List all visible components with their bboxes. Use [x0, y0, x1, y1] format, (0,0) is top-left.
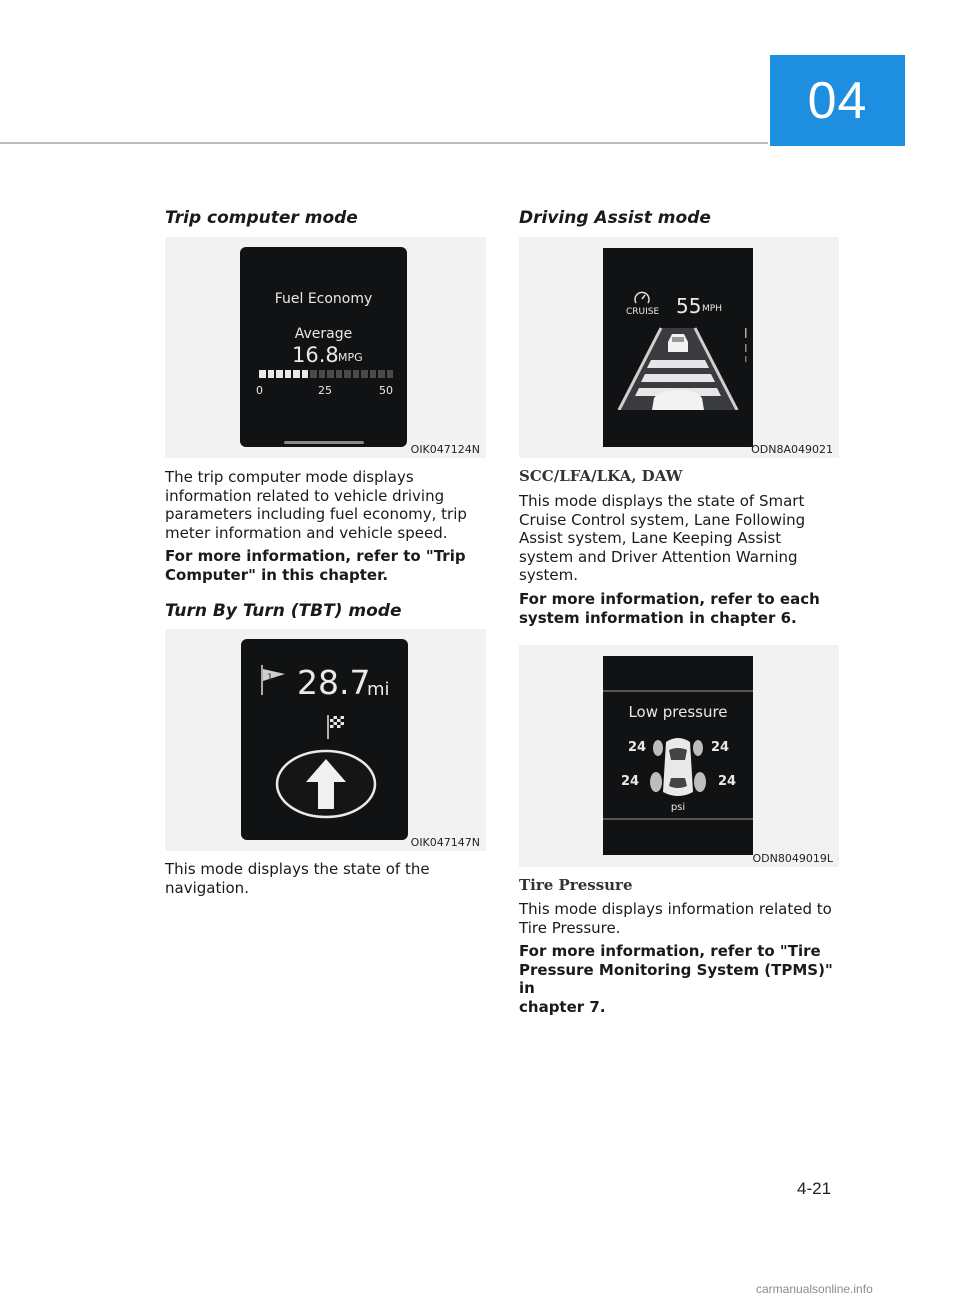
chapter-tab: 04 — [770, 55, 905, 146]
gauge-segment — [387, 370, 394, 378]
fuel-economy-screen — [240, 247, 407, 447]
gauge-segment — [378, 370, 385, 378]
gauge-segment — [310, 370, 317, 378]
tire-pressure-heading: Tire Pressure — [519, 876, 633, 894]
gauge-segment — [276, 370, 283, 378]
tire-description — [519, 900, 849, 937]
page-number: 4-21 — [797, 1179, 832, 1198]
text-line: This mode displays information related to — [519, 900, 832, 918]
average-value: 16.8 — [292, 343, 339, 367]
tbt-description — [165, 860, 495, 897]
tire-unit: psi — [670, 802, 686, 813]
fuel-economy-title: Fuel Economy — [274, 291, 373, 307]
tire-front-right: 24 — [711, 740, 730, 755]
screen-indicator — [284, 441, 364, 444]
tire-rear-left: 24 — [621, 774, 640, 789]
cruise-speed-unit: MPH — [702, 304, 722, 314]
tire-pressure-screen — [603, 656, 753, 855]
watermark: carmanualsonline.info — [756, 1282, 873, 1296]
lead-vehicle-icon — [663, 330, 693, 356]
cruise-label: CRUISE — [626, 307, 660, 317]
tire-rear-right: 24 — [718, 774, 737, 789]
text-line: information related to vehicle driving — [165, 486, 445, 505]
gauge-segment — [327, 370, 334, 378]
text-line: system and Driver Attention Warning — [519, 547, 798, 566]
driving-assist-screen — [603, 248, 753, 447]
gauge-segment — [344, 370, 351, 378]
gauge-segment — [293, 370, 300, 378]
average-label: Average — [294, 326, 353, 342]
text-line: Computer" in this chapter. — [165, 565, 389, 584]
tbt-distance: 28.7 — [297, 663, 371, 702]
figure-code: ODN8A049021 — [751, 443, 833, 456]
scc-heading: SCC/LFA/LKA, DAW — [519, 467, 683, 485]
text-line: For more information, refer to "Tire — [519, 942, 821, 960]
car-top-view-icon — [650, 734, 706, 802]
low-pressure-title: Low pressure — [628, 703, 728, 721]
cruise-speed: 55 — [676, 294, 702, 318]
tbt-figure — [165, 629, 486, 851]
figure-code: OIK047147N — [410, 836, 480, 849]
text-line: This mode displays the state of Smart — [519, 492, 805, 510]
text-line: parameters including fuel economy, trip — [165, 505, 467, 523]
gauge-segment — [285, 370, 292, 378]
waypoint-number: 1 — [267, 673, 273, 683]
cruise-icon — [633, 291, 651, 305]
text-line: meter information and vehicle speed. — [165, 523, 448, 542]
text-line: For more information, refer to each — [519, 590, 820, 608]
trip-computer-heading: Trip computer mode — [165, 208, 358, 228]
screen-divider — [603, 818, 753, 820]
average-unit: MPG — [338, 351, 363, 364]
text-line: The trip computer mode displays — [165, 468, 414, 486]
text-line: Assist system, Lane Keeping Assist — [519, 529, 782, 547]
text-line: Pressure Monitoring System (TPMS)" in — [519, 960, 833, 997]
text-line: system. — [519, 566, 578, 584]
tire-front-left: 24 — [628, 740, 647, 755]
scale-mid: 25 — [318, 384, 332, 397]
figure-code: ODN8049019L — [752, 852, 833, 865]
gauge-segment — [268, 370, 275, 378]
fuel-economy-gauge — [259, 370, 393, 378]
scc-reference — [519, 590, 849, 627]
driving-assist-figure — [519, 237, 839, 458]
trip-description — [165, 468, 495, 542]
checkered-flag-icon — [325, 713, 347, 741]
figure-code: OIK047124N — [410, 443, 480, 456]
tire-pressure-figure — [519, 645, 839, 867]
text-line: system information in chapter 6. — [519, 608, 797, 627]
gauge-segment — [336, 370, 343, 378]
gauge-segment — [353, 370, 360, 378]
trip-computer-figure — [165, 237, 486, 458]
driving-assist-heading: Driving Assist mode — [519, 208, 711, 228]
text-line: chapter 7. — [519, 997, 606, 1016]
scale-min: 0 — [256, 384, 263, 397]
tbt-heading: Turn By Turn (TBT) mode — [165, 601, 402, 621]
tbt-screen — [241, 639, 408, 840]
text-line: navigation. — [165, 878, 249, 897]
screen-divider — [603, 690, 753, 692]
scc-description — [519, 492, 849, 585]
gauge-segment — [319, 370, 326, 378]
gauge-segment — [370, 370, 377, 378]
straight-arrow-icon — [275, 749, 377, 819]
gauge-segment — [361, 370, 368, 378]
tire-reference — [519, 942, 849, 1016]
gauge-segment — [302, 370, 309, 378]
waypoint-flag-icon — [259, 663, 291, 697]
gauge-segment — [259, 370, 266, 378]
text-line: Cruise Control system, Lane Following — [519, 510, 806, 529]
header-rule — [0, 142, 768, 144]
text-line: Tire Pressure. — [519, 918, 621, 937]
tbt-unit: mi — [367, 679, 390, 700]
text-line: This mode displays the state of the — [165, 860, 430, 878]
own-vehicle-icon — [648, 388, 708, 410]
scale-max: 50 — [379, 384, 393, 397]
text-line: For more information, refer to "Trip — [165, 547, 466, 565]
trip-reference — [165, 547, 495, 584]
